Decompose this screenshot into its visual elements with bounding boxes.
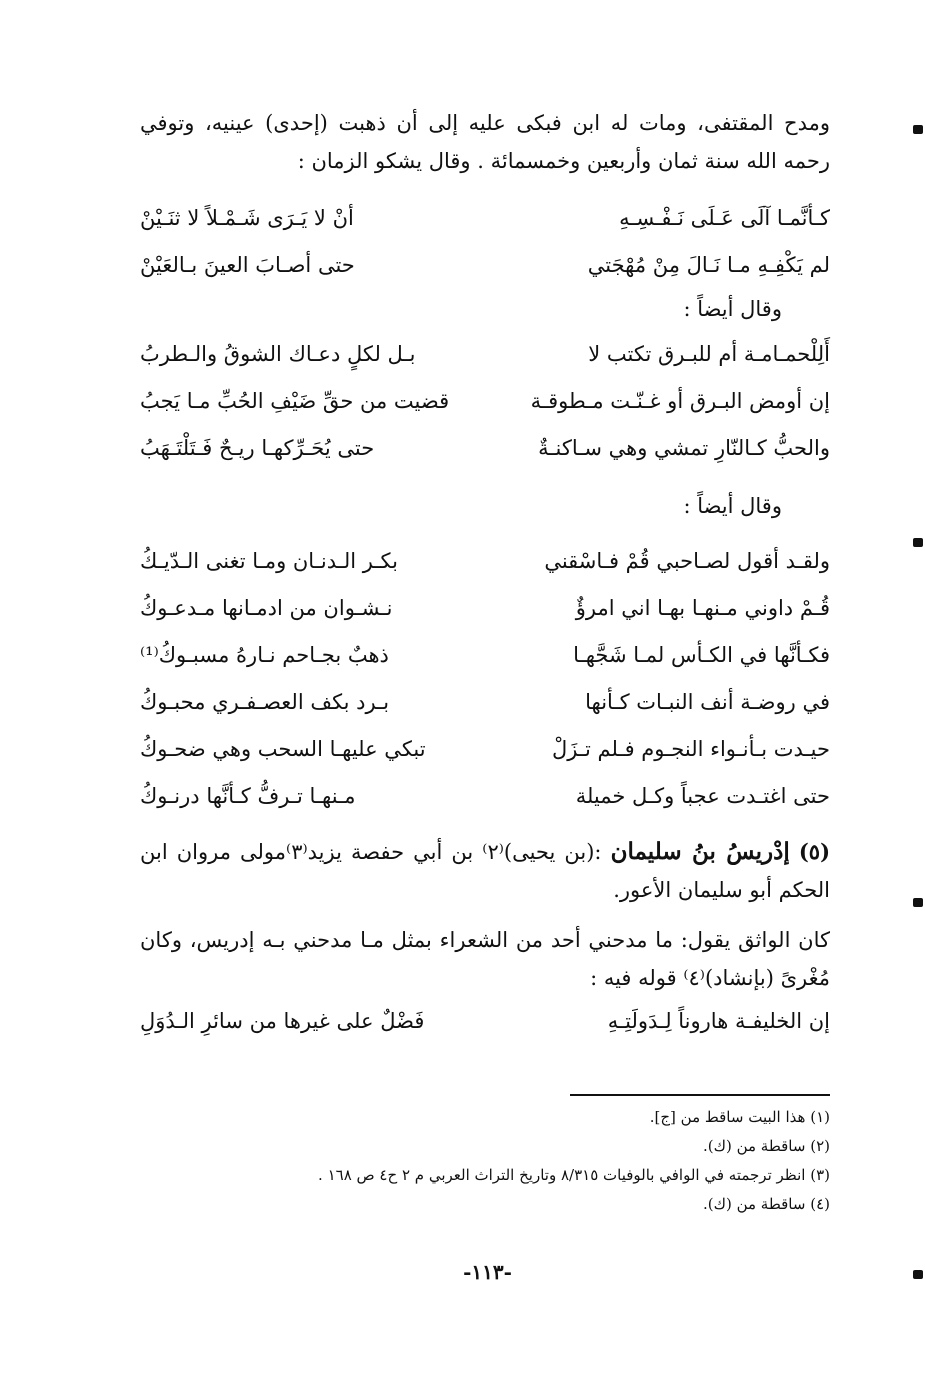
verse	[140, 241, 830, 288]
hemistich-2: بـل لكلٍ دعـاك الشوقُ والـطربُ	[140, 341, 416, 366]
verse	[140, 194, 830, 241]
hemistich-1: إن أومض البـرق أو غـنّـت مـطوقـة	[530, 388, 830, 413]
footnote: (١) هذا البيت ساقط من [ج].	[649, 1108, 830, 1126]
hemistich-1: أَلِلْحمـامـة أم للبـرق تكتب لا	[588, 341, 830, 366]
entry-name: إدْريسُ بنُ سليمان	[610, 838, 790, 865]
footnote: (٣) انظر ترجمته في الوافي بالوفيات ٨/٣١٥ وتاريخ التراث العربي م ٢ ح٤ ص ١٦٨ .	[318, 1166, 830, 1184]
hemistich-2: قضيت من حقِّ ضَيْفِ الحُبِّ مـا يَجبُ	[140, 388, 450, 413]
hemistich-2: بكـر الـدنـان ومـا تغنى الـدّيـكُ	[140, 548, 398, 573]
hemistich-1: ولقـد أقول لصـاحبي قُمْ فـاسْقني	[544, 548, 830, 573]
hemistich-1: حتى اغتـدت عجباً وكـل خميلة	[575, 783, 830, 808]
binding-mark	[913, 538, 923, 547]
verse	[140, 330, 830, 377]
verse-intro: وقال أيضاً :	[683, 297, 782, 321]
verse-intro: وقال أيضاً :	[683, 494, 782, 518]
hemistich-2: حتى أصـابَ العينَ بـالعَيْنْ	[140, 252, 355, 277]
hemistich-1: والحبُّ كـالنّارِ تمشي وهي سـاكنـةٌ	[538, 435, 830, 460]
hemistich-1: لم يَكْفِـهِ مـا نَـالَ مِنْ مُهْجَتي	[587, 252, 830, 277]
hemistich-2: تبكي عليهـا السحب وهي ضحـوكُ	[140, 736, 426, 761]
hemistich-2: فَضْلٌ على غيرها من سائرِ الـدُوَلِ	[140, 1008, 425, 1033]
verse	[140, 678, 830, 725]
footnote-separator	[570, 1094, 830, 1096]
verse	[140, 631, 830, 678]
hemistich-2: بـرد بكف العصـفـري محبـوكُ	[140, 689, 390, 714]
verses-2	[140, 330, 830, 471]
hemistich-2: حتى يُحَـرِّكهـا ريـحٌ فَـتَلْتَـهَبُ	[140, 435, 375, 460]
entry-text: :(بن يحيى)⁽٢⁾ بن أبي حفصة يزيد⁽٣⁾مولى مروان ابن الحكم أبو سليمان الأعور.	[140, 840, 830, 902]
paragraph-1: ومدح المقتفى، ومات له ابن فبكى عليه إلى أن ذهبت (إحدى) عينيه، وتوفي رحمه الله سنة ثمان وأربعين وخمسمائة . وقال يشكو الزمان :	[140, 111, 830, 173]
hemistich-2: أنْ لا يَـرَى شَـمْـلاً لا ثنَـيْنْ	[140, 205, 354, 230]
verses-1	[140, 194, 830, 288]
hemistich-2: ذهبٌ بجـاحم نـارهُ مسبـوكُ⁽¹⁾	[140, 642, 389, 667]
verse	[140, 584, 830, 631]
binding-mark	[913, 125, 923, 134]
footnotes	[140, 1103, 830, 1219]
verse	[140, 997, 830, 1044]
hemistich-2: مـنهـا تـرفُّ كـأنَّها درنـوكُ	[140, 783, 356, 808]
page-body	[140, 104, 830, 1044]
verse	[140, 537, 830, 584]
verse	[140, 424, 830, 471]
hemistich-1: إن الخليفـة هاروناً لِـدَولَتِـهِ	[607, 1008, 830, 1033]
page-number: -١١٣-	[463, 1260, 512, 1284]
biography-entry	[140, 833, 830, 909]
hemistich-2: نـشـوان من ادمـانها مـدعـوكُ	[140, 595, 393, 620]
hemistich-1: فكـأنَّها في الكـأس لمـا شَجَّهـا	[573, 642, 830, 667]
binding-mark	[913, 1270, 923, 1279]
entry-number: (٥)	[798, 839, 830, 864]
verses-3	[140, 537, 830, 819]
verse	[140, 772, 830, 819]
hemistich-1: في روضـة أنف النبـات كـأنها	[585, 689, 830, 714]
verse	[140, 725, 830, 772]
hemistich-1: حيـدت بـأنـواء النجـوم فـلم تـزَلْ	[551, 736, 830, 761]
binding-mark	[913, 898, 923, 907]
verse	[140, 377, 830, 424]
verses-4	[140, 997, 830, 1044]
footnote: (٢) ساقطة من (ك).	[702, 1137, 830, 1155]
hemistich-1: كـأنَّمـا آلَى عَـلَى نَـفْـسِـهِ	[619, 205, 830, 230]
footnote: (٤) ساقطة من (ك).	[702, 1195, 830, 1213]
hemistich-1: قُـمْ داوني مـنهـا بهـا اني امرؤٌ	[575, 595, 830, 620]
paragraph-2: كان الواثق يقول: ما مدحني أحد من الشعراء بمثل مـا مدحني بـه إدريس، وكان مُغْرىً (بإنشاد)⁽٤⁾ قوله فيه :	[140, 928, 830, 990]
